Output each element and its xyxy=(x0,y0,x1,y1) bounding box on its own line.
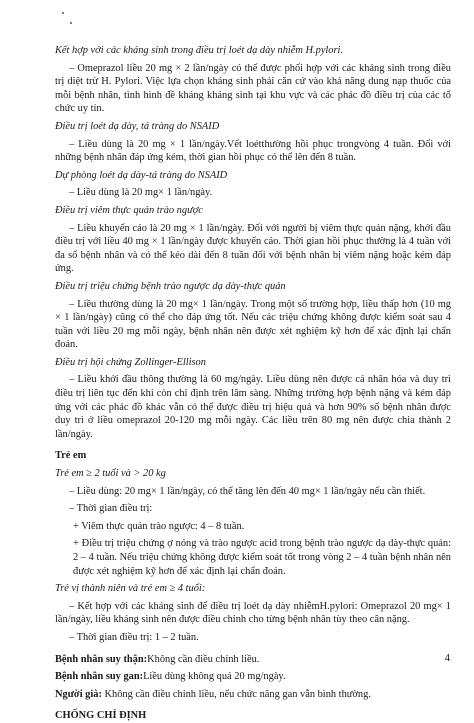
section-heading-hpylori: Kết hợp với các kháng sinh trong điều trị loét dạ dày nhiễm H.pylori. xyxy=(55,45,344,56)
document-page xyxy=(55,38,451,723)
paragraph-nsaid-treatment: – Liều dùng là 20 mg × 1 lần/ngày.Vết loétthường hồi phục trongvòng 4 tuần. Đối với những bệnh nhân đáp ứng kém, thời gian hồi phục có thể lên đến 8 tuần. xyxy=(55,138,451,164)
paragraph-hepatic xyxy=(55,670,451,684)
renal-text: Không cần điều chỉnh liều. xyxy=(147,653,260,665)
section-heading-contraindications: CHỐNG CHỈ ĐỊNH xyxy=(55,710,147,722)
page-number: 4 xyxy=(444,652,450,664)
paragraph-children-esophagitis: + Viêm thực quản trào ngược: 4 – 8 tuần. xyxy=(73,520,245,532)
hepatic-label: Bệnh nhân suy gan: xyxy=(55,671,144,683)
paragraph-adolescents-duration: – Thời gian điều trị: 1 – 2 tuần. xyxy=(69,631,199,643)
subheading-adolescents: Trẻ vị thành niên và trẻ em ≥ 4 tuổi: xyxy=(55,583,206,595)
elderly-text: Không cần điều chỉnh liều, nếu chức năng gan vẫn bình thường. xyxy=(101,688,371,700)
scan-speck xyxy=(62,12,64,14)
paragraph-renal xyxy=(55,653,451,667)
paragraph-elderly xyxy=(55,688,451,702)
section-heading-nsaid-prevention: Dự phòng loét dạ dày-tá tràng do NSAID xyxy=(55,169,228,181)
section-heading-nsaid-treatment: Điều trị loét dạ dày, tá tràng do NSAID xyxy=(55,120,220,132)
renal-label: Bệnh nhân suy thận: xyxy=(55,653,148,665)
paragraph-children-duration: – Thời gian điều trị: xyxy=(69,503,153,515)
subheading-children-2y: Trẻ em ≥ 2 tuổi và > 20 kg xyxy=(55,468,166,480)
paragraph-esophagitis: – Liều khuyến cáo là 20 mg × 1 lần/ngày. Đối với người bị viêm thực quản nặng, khởi đầu điều trị với liều 40 mg × 1 lần/ngày được khuyến cáo. Thời gian hồi phục thường là 4 tuần với đa số bệnh nhân và có thể kéo dài đến 8 tuần đối với bệnh nhân bị viêm nặng hoặc kém đáp ứng. xyxy=(55,222,451,275)
paragraph-adolescents-hpylori: – Kết hợp với các kháng sinh để điều trị loét dạ dày nhiễmH.pylori: Omeprazol 20 mg× 1 lần/ngày, liều kháng sinh nên được điều chỉnh cho từng bệnh nhân tùy theo cân nặng. xyxy=(55,600,451,626)
paragraph-gerd: – Liều thường dùng là 20 mg× 1 lần/ngày. Trong một số trường hợp, liều thấp hơn (10 mg × 1 lần/ngày) cũng có thể cho đáp ứng tốt. Nếu các triệu chứng không được kiểm soát sau 4 tuần với liều 20 mg mỗi ngày, bệnh nhân nên được xét nghiệm kỹ hơn để xác định lại chẩn đoán. xyxy=(55,298,451,351)
hepatic-text: Liều dùng không quá 20 mg/ngày. xyxy=(143,671,286,683)
section-heading-zollinger: Điều trị hội chứng Zollinger-Ellison xyxy=(55,356,206,368)
paragraph-nsaid-prevention: – Liều dùng là 20 mg× 1 lần/ngày. xyxy=(69,187,213,199)
paragraph-hpylori: – Omeprazol liều 20 mg × 2 lần/ngày có thể được phối hợp với các kháng sinh trong điều trị diệt trừ H. Pylori. Việc lựa chọn kháng sinh phải căn cứ vào khả năng dung nạp thuốc của mỗi bệnh nhân, tình hình đề kháng kháng sinh tại khu vực và các phác đồ điều trị của các tổ chức uy tín. xyxy=(55,62,451,115)
paragraph-zollinger: – Liều khởi đầu thông thường là 60 mg/ngày. Liều dùng nên được cá nhân hóa và duy trì điều trị liên tục đến khi còn chỉ định trên lâm sàng. Những trường hợp bệnh nặng và kém đáp ứng với các phác đồ khác vẫn có thể được điều trị hiệu quả và hơn 90% số bệnh nhân được duy trì ở liều omeprazol 20-120 mg mỗi ngày. Các liều trên 80 mg nên được chia thành 2 lần/ngày. xyxy=(55,374,451,440)
section-heading-children: Trẻ em xyxy=(55,450,87,462)
paragraph-children-dose: – Liều dùng: 20 mg× 1 lần/ngày, có thể tăng lên đến 40 mg× 1 lần/ngày nếu cần thiết. xyxy=(69,485,426,497)
scan-speck xyxy=(70,22,72,24)
section-heading-gerd: Điều trị triệu chứng bệnh trào ngược dạ dày-thực quản xyxy=(55,280,286,292)
elderly-label: Người già: xyxy=(55,688,102,700)
section-heading-esophagitis: Điều trị viêm thực quản trào ngược xyxy=(55,204,203,216)
paragraph-children-gerd: + Điều trị triệu chứng ợ nóng và trào ngược acid trong bệnh trào ngược dạ dày-thực quản: 2 – 4 tuần. Nếu triệu chứng không được kiểm soát tốt trong vòng 2 – 4 tuần bệnh nhân nên được xét nghiệm kỹ hơn để xác định lại chẩn đoán. xyxy=(73,538,451,577)
